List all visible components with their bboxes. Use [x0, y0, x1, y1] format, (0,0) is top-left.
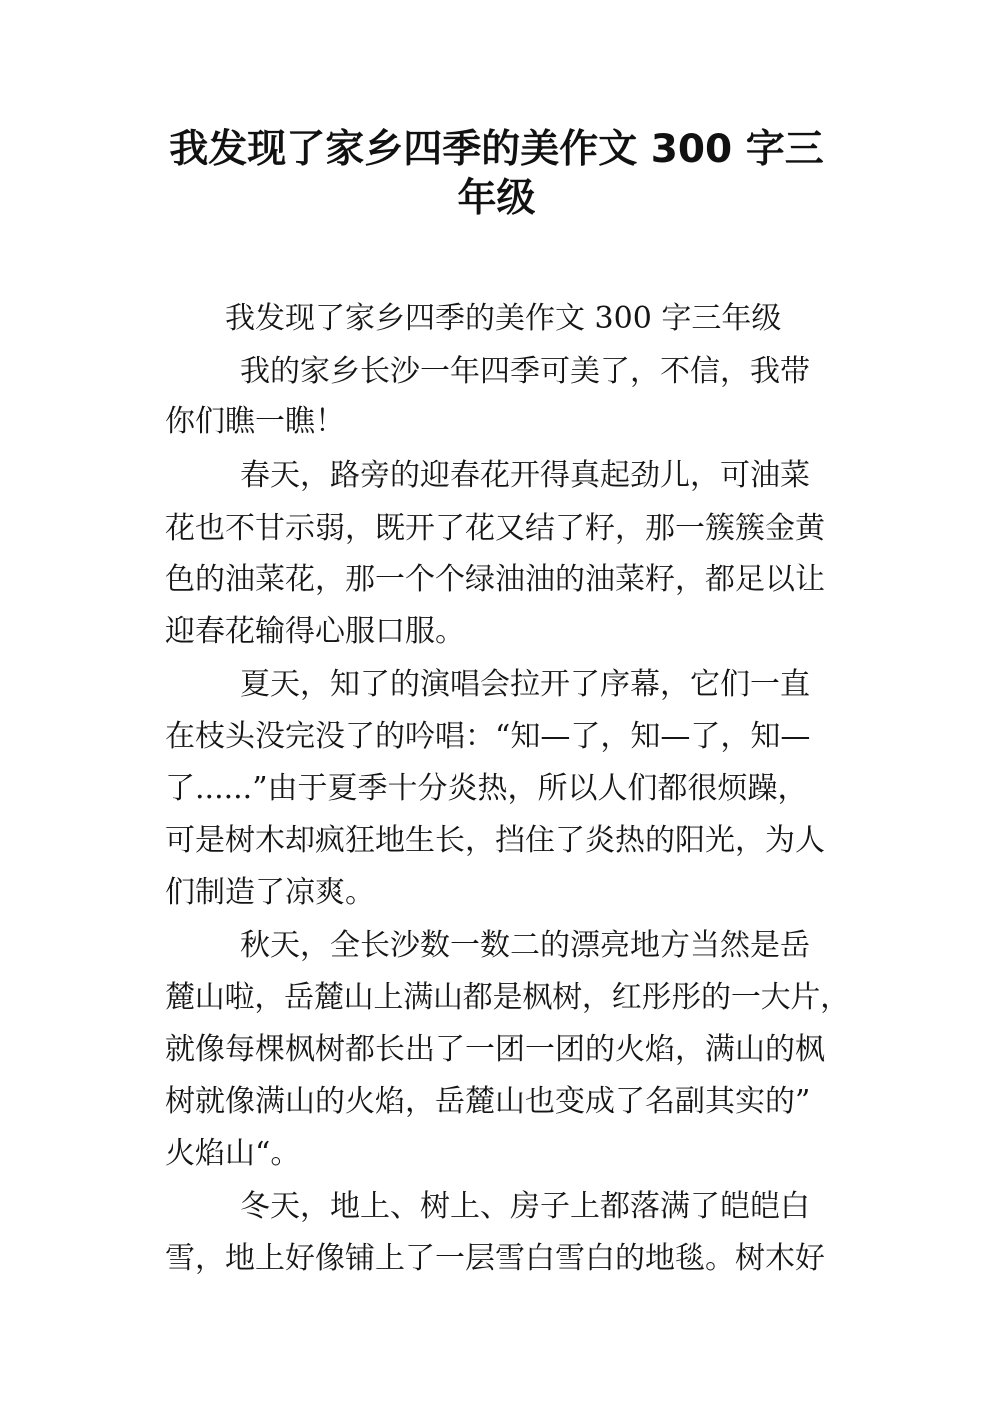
paragraph-3-line-3: 了......”由于夏季十分炎热，所以人们都很烦躁， — [165, 771, 808, 806]
paragraph-2-line-1: 春天，路旁的迎春花开得真起劲儿，可油菜 — [240, 458, 810, 493]
document-title-line-2: 年级 — [457, 176, 536, 221]
paragraph-4-line-4: 树就像满山的火焰，岳麓山也变成了名副其实的” — [165, 1084, 811, 1119]
paragraph-5-line-2: 雪，地上好像铺上了一层雪白雪白的地毯。树木好 — [165, 1241, 825, 1276]
paragraph-4-line-3: 就像每棵枫树都长出了一团一团的火焰，满山的枫 — [165, 1032, 825, 1067]
paragraph-4-line-2: 麓山啦，岳麓山上满山都是枫树，红彤彤的一大片， — [165, 980, 850, 1015]
paragraph-3-line-1: 夏天，知了的演唱会拉开了序幕，它们一直 — [240, 667, 810, 702]
essay-subtitle: 我发现了家乡四季的美作文 300 字三年级 — [225, 301, 782, 336]
paragraph-2-line-3: 色的油菜花，那一个个绿油油的油菜籽，都足以让 — [165, 562, 825, 597]
paragraph-3-line-2: 在枝头没完没了的吟唱：“知—了，知—了，知— — [165, 719, 811, 754]
paragraph-2-line-4: 迎春花输得心服口服。 — [165, 614, 465, 649]
paragraph-1-line-1: 我的家乡长沙一年四季可美了，不信，我带 — [240, 354, 810, 389]
paragraph-2-line-2: 花也不甘示弱，既开了花又结了籽，那一簇簇金黄 — [165, 511, 825, 546]
paragraph-5-line-1: 冬天，地上、树上、房子上都落满了皑皑白 — [240, 1189, 810, 1224]
paragraph-1-line-2: 你们瞧一瞧！ — [165, 404, 345, 439]
document-title-line-1: 我发现了家乡四季的美作文 300 字三 — [169, 127, 824, 172]
paragraph-4-line-1: 秋天，全长沙数一数二的漂亮地方当然是岳 — [240, 928, 810, 963]
paragraph-3-line-4: 可是树木却疯狂地生长，挡住了炎热的阳光，为人 — [165, 823, 825, 858]
paragraph-3-line-5: 们制造了凉爽。 — [165, 875, 375, 910]
paragraph-4-line-5: 火焰山“。 — [165, 1136, 301, 1171]
